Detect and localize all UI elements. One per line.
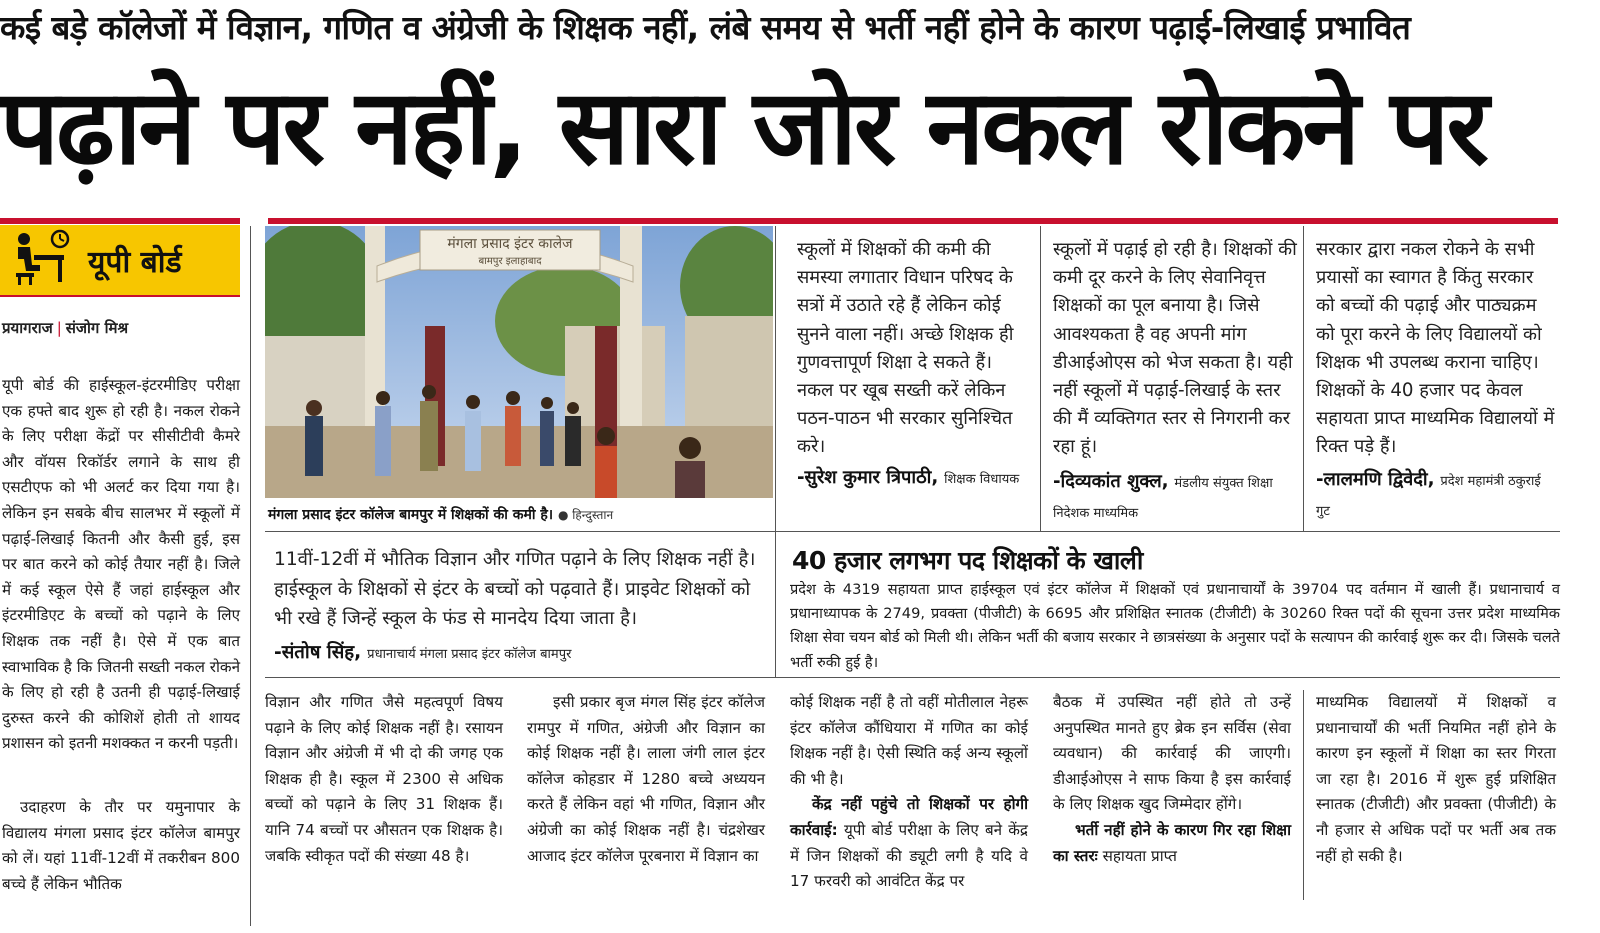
student-desk-icon [10, 229, 70, 291]
column-divider [250, 226, 251, 926]
body-column-5-text: बैठक में उपस्थित नहीं होते तो उन्हें अनुपस्थित मानते हुए ब्रेक इन सर्विस (सेवा व्यवधान) की कार्रवाई की जाएगी। डीआईओएस ने साफ किया है इस कार्रवाई के लिए शिक्षक खुद जिम्मेदार होंगे। [1053, 693, 1291, 814]
quote-1-text: स्कूलों में शिक्षकों की कमी की समस्या लगातार विधान परिषद के सत्रों में उठाते रहे हैं लेकिन कोई सुनने वाला नहीं। अच्छे शिक्षक ही गुणवत्तापूर्ण शिक्षा दे सकते हैं। नकल पर खूब सख्ती करें लेकिन पठन-पाठन भी सरकार सुनिश्चित करे। [797, 239, 1014, 458]
photo-caption [268, 505, 773, 524]
column-divider [775, 226, 776, 531]
column-divider [775, 532, 776, 677]
byline-place: प्रयागराज [2, 319, 53, 337]
gate-sign-subtext: बामपुर इलाहाबाद [478, 256, 542, 267]
body-column-4-text-2: यूपी बोर्ड परीक्षा के लिए बने केंद्र में जिन शिक्षकों की ड्यूटी लगी है यदि वे 17 फरवरी को आवंटित केंद्र पर [790, 820, 1028, 891]
column-5-subheading: भर्ती नहीं होने के कारण गिर रहा शिक्षा का स्तरः [1053, 820, 1291, 865]
photo-caption-text: मंगला प्रसाद इंटर कॉलेज बामपुर में शिक्षकों की कमी है। [268, 507, 554, 523]
quote-block-1 [797, 236, 1029, 494]
quote-1-role: शिक्षक विधायक [944, 471, 1020, 487]
quote-2-text: स्कूलों में पढ़ाई हो रही है। शिक्षकों की कमी दूर करने के लिए सेवानिवृत्त शिक्षकों का पूल बनाया है। जिसे आवश्यकता है वह अपनी मांग डीआईओएस को भेज सकता है। यही नहीं स्कूलों में पढ़ाई-लिखाई के स्तर की मैं व्यक्तिगत स्तर से निगरानी कर रहा हूं। [1053, 239, 1297, 458]
quote-block-3 [1316, 236, 1556, 526]
quote-4-text: 11वीं-12वीं में भौतिक विज्ञान और गणित पढ़ाने के लिए शिक्षक नहीं है। हाईस्कूल के शिक्षकों से इंटर के बच्चों को पढ़वाते हैं। प्राइवेट शिक्षकों को भी रखे हैं जिन्हें स्कूल के फंड से मानदेय दिया जाता है। [274, 549, 756, 629]
byline: प्रयागराज | संजोग मिश्र [2, 319, 129, 337]
quote-3-text: सरकार द्वारा नकल रोकने के सभी प्रयासों का स्वागत है किंतु सरकार को बच्चों की पढ़ाई और पाठ्यक्रम को पूरा करने के लिए विद्यालयों को शिक्षक भी उपलब्ध कराना चाहिए। शिक्षकों के 40 हजार पद केवल सहायता प्राप्त माध्यमिक विद्यालयों में रिक्त पड़े हैं। [1316, 239, 1555, 458]
gate-sign-text: मंगला प्रसाद इंटर कालेज [447, 236, 573, 252]
quote-1-speaker: -सुरेश कुमार त्रिपाठी, [797, 466, 939, 488]
quote-block-2 [1053, 236, 1297, 528]
box-body: प्रदेश के 4319 सहायता प्राप्त हाईस्कूल एवं इंटर कॉलेज में शिक्षकों एवं प्रधानाचार्यों के 39704 पद वर्तमान में खाली हैं। प्रधानाचार्य व प्रधानाध्यापक के 2749, प्रवक्ता (पीजीटी) के 6695 और प्रशिक्षित स्नातक (टीजीटी) के 30260 रिक्त पदों की सूचना उत्तर प्रदेश माध्यमिक शिक्षा सेवा चयन बोर्ड को मिली थी। लेकिन भर्ती की बजाय सरकार ने छात्रसंख्या के अनुसार पदों के सत्यापन की कार्रवाई शुरू कर दी। जिसके चलते भर्ती रुकी हुई है। [790, 581, 1560, 671]
section-divider [265, 677, 1560, 678]
section-rule-right [268, 218, 1558, 224]
news-photo [265, 226, 773, 498]
body-column-4 [790, 690, 1028, 895]
column-divider [1303, 690, 1304, 900]
body-column-2: विज्ञान और गणित जैसे महत्वपूर्ण विषय पढ़ाने के लिए कोई शिक्षक नहीं है। रसायन विज्ञान और अंग्रेजी में भी दो की जगह एक शिक्षक ही है। स्कूल में 2300 से अधिक बच्चों को पढ़ाने के लिए 31 शिक्षक हैं। यानि 74 बच्चों पर औसतन एक शिक्षक है। जबकि स्वीकृत पदों की संख्या 48 है। [265, 693, 503, 865]
body-column-1-paragraph-2: उदाहरण के तौर पर यमुनापार के विद्यालय मंगला प्रसाद इंटर कॉलेज बामपुर को लें। यहां 11वीं-12वीं में तकरीबन 800 बच्चे हैं लेकिन भौतिक [2, 798, 240, 893]
quote-3-speaker: -लालमणि द्विवेदी, [1316, 468, 1435, 490]
body-column-5 [1053, 690, 1291, 869]
body-column-1: यूपी बोर्ड की हाईस्कूल-इंटरमीडिए परीक्षा एक हफ्ते बाद शुरू हो रही है। नकल रोकने के लिए परीक्षा केंद्रों पर सीसीटीवी कैमरे और वॉयस रिकॉर्डर लगाने के साथ ही एसटीएफ को भी अलर्ट कर दिया गया है। लेकिन इन सबके बीच सालभर में स्कूलों में पढ़ाई-लिखाई कितनी और कैसी हुई, इस पर बात करने को कोई तैयार नहीं है। जिले में कई स्कूल ऐसे हैं जहां हाईस्कूल और इंटरमीडिएट के बच्चों को पढ़ाने के लिए शिक्षक तक नहीं है। ऐसे में एक बात स्वाभाविक है कि जितनी सख्ती नकल रोकने के लिए हो रही है उतनी ही पढ़ाई-लिखाई दुरुस्त करने की कोशिशें होती तो शायद प्रशासन को इतनी मशक्कत न करनी पड़ती। [2, 376, 240, 753]
quote-2-speaker: -दिव्यकांत शुक्ल, [1053, 470, 1169, 492]
box-title: 40 हजार लगभग पद शिक्षकों के खाली [792, 546, 1143, 575]
column-divider [1303, 226, 1304, 531]
quote-4-speaker: -संतोष सिंह, [274, 641, 362, 663]
kicker-subheadline: कई बड़े कॉलेजों में विज्ञान, गणित व अंग्रेजी के शिक्षक नहीं, लंबे समय से भर्ती नहीं होने के कारण पढ़ाई-लिखाई प्रभावित [0, 8, 1411, 47]
column-divider [1040, 226, 1041, 531]
body-column-6: माध्यमिक विद्यालयों में शिक्षकों व प्रधानाचार्यों की भर्ती नियमित नहीं होने के कारण इन स्कूलों में शिक्षा का स्तर गिरता जा रहा है। 2016 में शुरू हुई प्रशिक्षित स्नातक (टीजीटी) और प्रवक्ता (पीजीटी) के नौ हजार से अधिक पदों पर भर्ती अब तक नहीं हो सकी है। [1316, 693, 1556, 865]
column-4-subheading: केंद्र नहीं पहुंचे तो शिक्षकों पर होगी कार्रवाई: [790, 795, 1028, 839]
body-column-4-text: कोई शिक्षक नहीं है तो वहीं मोतीलाल नेहरू इंटर कॉलेज कौंधियारा में गणित का कोई शिक्षक नहीं है। ऐसी स्थिति कई अन्य स्कूलों की भी है। [790, 693, 1028, 788]
quote-4-role: प्रधानाचार्य मंगला प्रसाद इंटर कॉलेज बामपुर [367, 646, 572, 662]
photo-credit: ● हिन्दुस्तान [558, 508, 614, 522]
section-rule-left [0, 218, 240, 224]
section-badge [0, 225, 240, 297]
main-headline: पढ़ाने पर नहीं, सारा जोर नकल रोकने पर [0, 66, 1486, 188]
body-column-3: इसी प्रकार बृज मंगल सिंह इंटर कॉलेज रामपुर में गणित, अंग्रेजी और विज्ञान का कोई शिक्षक नहीं है। लाला जंगी लाल इंटर कॉलेज कोहडार में 1280 बच्चे अध्ययन करते हैं लेकिन वहां भी गणित, विज्ञान और अंग्रेजी का कोई शिक्षक नहीं है। चंद्रशेखर आजाद इंटर कॉलेज पूरबनारा में विज्ञान का [527, 693, 765, 865]
byline-author: संजोग मिश्र [65, 319, 129, 337]
section-divider [265, 531, 1560, 532]
body-column-5-text-2: सहायता प्राप्त [1102, 846, 1177, 865]
quote-3-role: प्रदेश महामंत्री ठकुराई गुट [1316, 473, 1541, 519]
quote-2-role: मंडलीय संयुक्त शिक्षा निदेशक माध्यमिक [1053, 475, 1273, 521]
section-badge-label: यूपी बोर्ड [88, 244, 182, 280]
quote-block-4 [274, 545, 770, 669]
